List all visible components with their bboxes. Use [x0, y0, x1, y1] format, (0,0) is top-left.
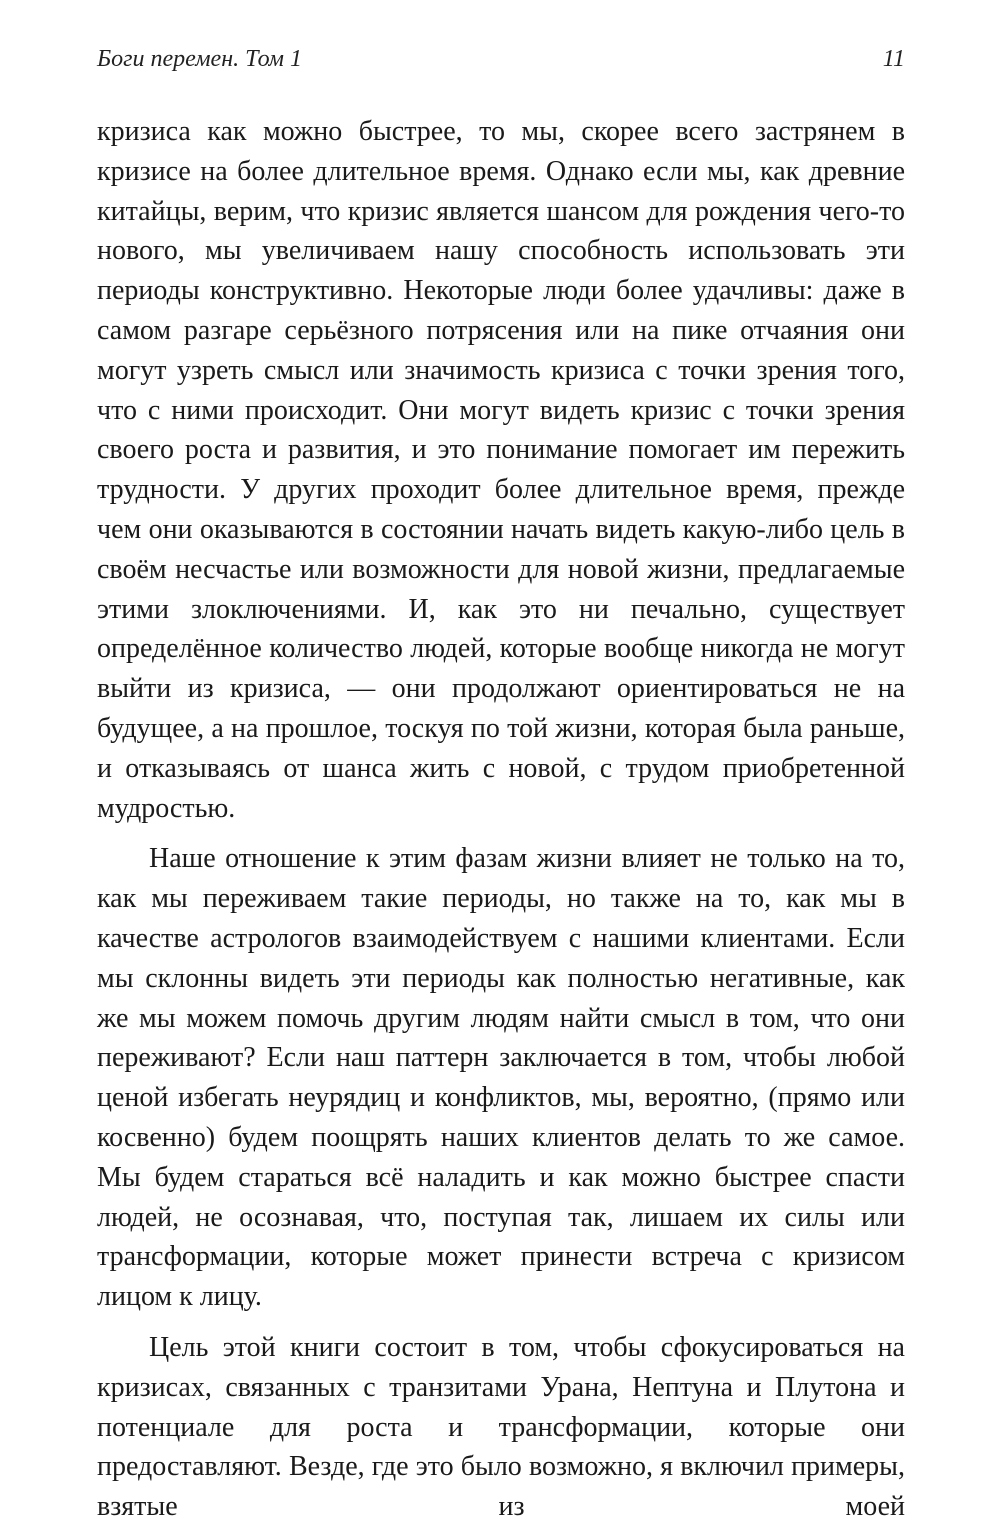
- paragraph-continued: кризиса как можно быстрее, то мы, скорее всего застрянем в кризисе на более длительное время. Однако если мы, как древние китайцы, верим, что кризис является шансом для рождения чего-то нового, мы увеличиваем нашу способность использовать эти периоды конструктивно. Некоторые люди более удачливы: даже в самом разгаре серьёзного потрясения или на пике отчаяния они могут узреть смысл или значимость кризиса с точки зрения того, что с ними происходит. Они могут видеть кризис с точки зрения своего роста и развития, и это понимание помогает им пережить трудности. У других проходит более длительное время, прежде чем они оказываются в состоянии начать видеть какую-либо цель в своём несчастье или возможности для новой жизни, предлагаемые этими злоключениями. И, как это ни печально, существует определённое количество людей, которые вообще никогда не могут выйти из кризиса, — они продолжают ориентироваться не на будущее, а на прошлое, тоскуя по той жизни, которая была раньше, и отказываясь от шанса жить с новой, с трудом приобретенной мудростью.: [97, 116, 905, 824]
- book-title: Боги перемен. Том 1: [97, 46, 302, 72]
- running-header: [97, 46, 905, 78]
- page-number: 11: [882, 46, 905, 72]
- paragraph: Наше отношение к этим фазам жизни влияет не только на то, как мы переживаем такие периоды, но также на то, как мы в качестве астрологов взаимодействуем с нашими клиентами. Если мы склонны видеть эти периоды как полностью негативные, как же мы можем помочь другим людям найти смысл в том, что они переживают? Если наш паттерн заключается в том, чтобы любой ценой избегать неурядиц и конфликтов, мы, вероятно, (прямо или косвенно) будем поощрять наших клиентов делать то же самое. Мы будем стараться всё наладить и как можно быстрее спасти людей, не осознавая, что, поступая так, лишаем их силы или трансформации, которые может принести встреча с кризисом лицом к лицу.: [97, 843, 905, 1313]
- body-text: [97, 112, 905, 1527]
- paragraph: Цель этой книги состоит в том, чтобы сфокусироваться на кризисах, связанных с транзитами Урана, Нептуна и Плутона и потенциале для роста и трансформации, которые они предоставляют. Везде, где это было возможно, я включил примеры, взятые из моей: [97, 1331, 905, 1523]
